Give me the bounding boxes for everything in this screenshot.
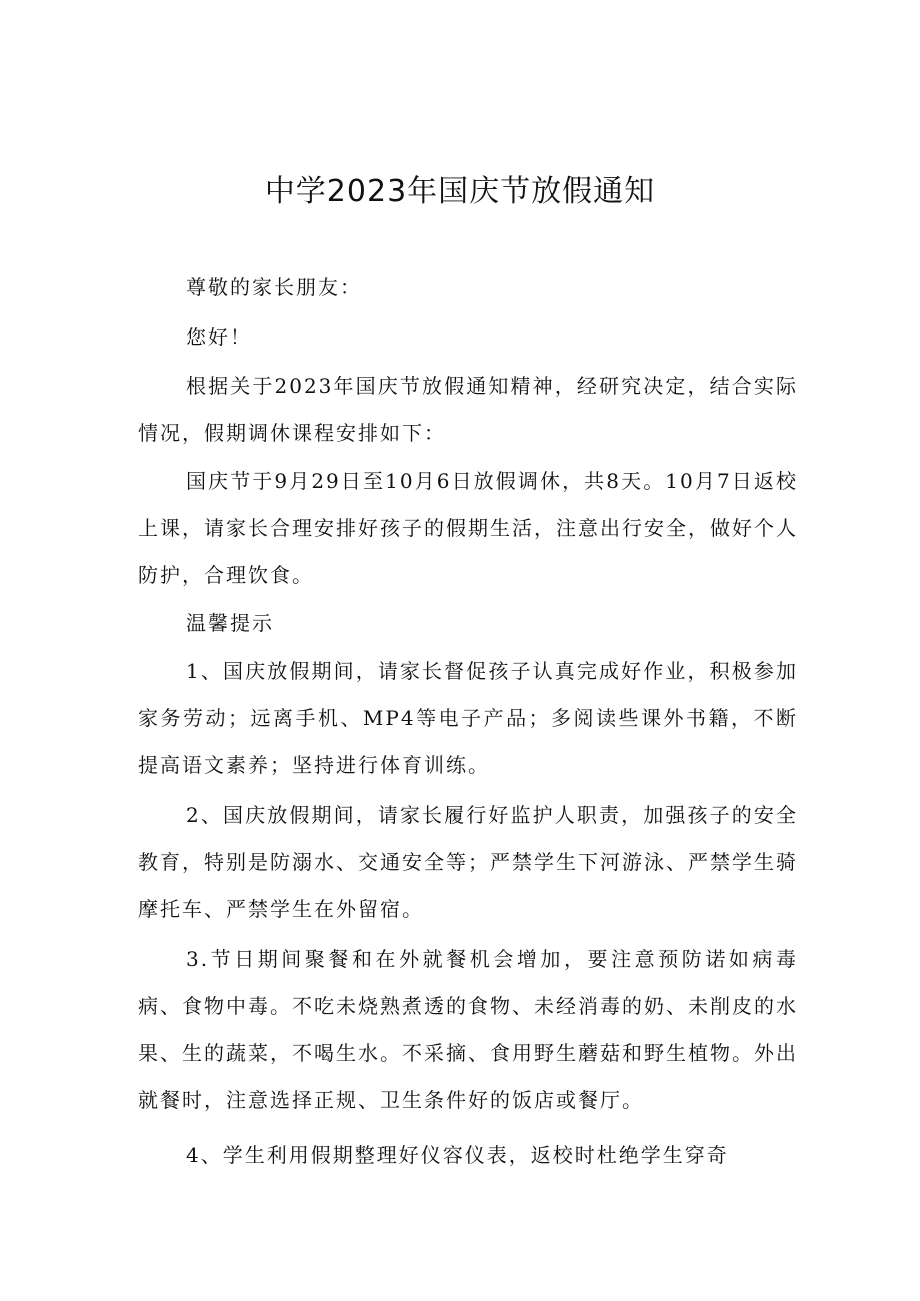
tip-item-3: 3.节日期间聚餐和在外就餐机会增加，要注意预防诺如病毒病、食物中毒。不吃未烧熟煮透的食物、未经消毒的奶、未削皮的水果、生的蔬菜，不喝生水。不采摘、食用野生蘑菇和野生植物。外出就餐时，注意选择正规、卫生条件好的饭店或餐厅。 [138,947,798,1112]
tip-item-4: 4、学生利用假期整理好仪容仪表，返校时杜绝学生穿奇 [186,1143,729,1167]
salutation: 尊敬的家长朋友： [186,275,362,299]
tip-item-2: 2、国庆放假期间，请家长履行好监护人职责，加强孩子的安全教育，特别是防溺水、交通安全等；严禁学生下河游泳、严禁学生骑摩托车、严禁学生在外留宿。 [138,803,798,921]
greeting: 您好！ [186,325,252,349]
document-title: 中学2023年国庆节放假通知 [264,174,656,209]
intro-paragraph: 根据关于2023年国庆节放假通知精神，经研究决定，结合实际情况，假期调休课程安排如下： [138,374,798,445]
document-body [138,264,798,1179]
tips-heading: 温馨提示 [186,611,274,635]
schedule-paragraph: 国庆节于9月29日至10月6日放假调休，共8天。10月7日返校上课，请家长合理安排好孩子的假期生活，注意出行安全，做好个人防护，合理饮食。 [138,469,798,587]
tip-item-1: 1、国庆放假期间，请家长督促孩子认真完成好作业，积极参加家务劳动；远离手机、MP4等电子产品；多阅读些课外书籍，不断提高语文素养；坚持进行体育训练。 [138,659,798,777]
